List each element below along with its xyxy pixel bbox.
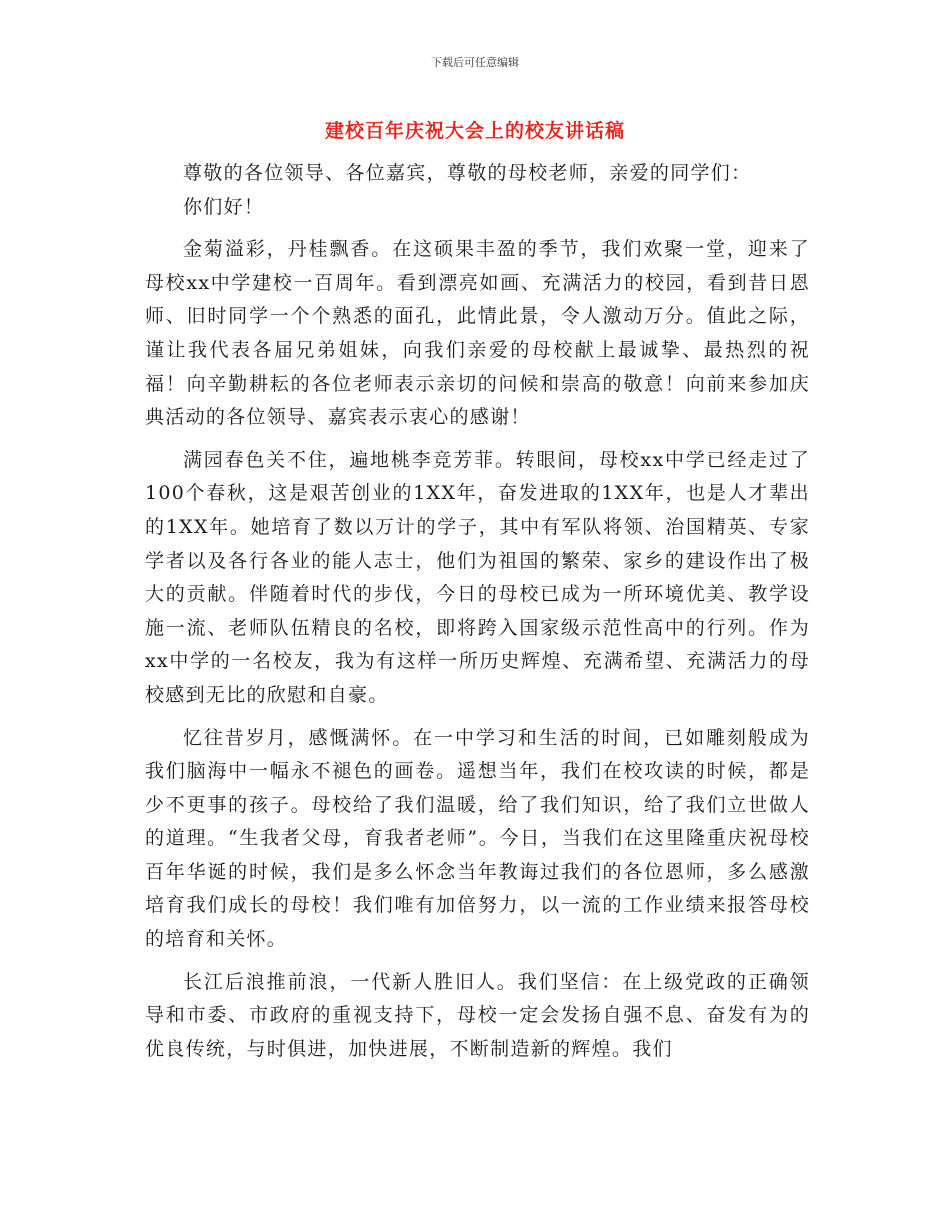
paragraph-4: 长江后浪推前浪，一代新人胜旧人。我们坚信：在上级党政的正确领导和市委、市政府的重视支持下，母校一定会发扬自强不息、奋发有为的优良传统，与时俱进，加快进展，不断制造新的辉煌。我们 [145,970,810,1060]
document-title: 建校百年庆祝大会上的校友讲话稿 [324,120,625,142]
paragraph-3: 忆往昔岁月，感慨满怀。在一中学习和生活的时间，已如雕刻般成为我们脑海中一幅永不褪色的画卷。遥想当年，我们在校攻读的时候，都是少不更事的孩子。母校给了我们温暖，给了我们知识，给了我们立世做人的道理。“生我者父母，育我者老师”。今日，当我们在这里隆重庆祝母校百年华诞的时候，我们是多么怀念当年教诲过我们的各位恩师，多么感激培育我们成长的母校！我们唯有加倍努力，以一流的工作业绩来报答母校的培育和关怀。 [145,726,810,951]
greeting-line: 尊敬的各位领导、各位嘉宾，尊敬的母校老师，亲爱的同学们： [183,162,752,184]
header-note: 下载后可任意编辑 [431,56,519,69]
salutation-line: 你们好！ [183,195,265,218]
paragraph-2: 满园春色关不住，遍地桃李竞芳菲。转眼间，母校xx中学已经走过了100个春秋，这是艰苦创业的1XX年，奋发进取的1XX年，也是人才辈出的1XX年。她培育了数以万计的学子，其中有军队将领、治国精英、专家学者以及各行各业的能人志士，他们为祖国的繁荣、家乡的建设作出了极大的贡献。伴随着时代的步伐，今日的母校已成为一所环境优美、教学设施一流、老师队伍精良的名校，即将跨入国家级示范性高中的行列。作为xx中学的一名校友，我为有这样一所历史辉煌、充满希望、充满活力的母校感到无比的欣慰和自豪。 [145,448,810,706]
document-body [145,157,810,1066]
paragraph-1: 金菊溢彩，丹桂飘香。在这硕果丰盈的季节，我们欢聚一堂，迎来了母校xx中学建校一百周年。看到漂亮如画、充满活力的校园，看到昔日恩师、旧时同学一个个熟悉的面孔，此情此景，令人激动万分。值此之际，谨让我代表各届兄弟姐妹，向我们亲爱的母校献上最诚挚、最热烈的祝福！向辛勤耕耘的各位老师表示亲切的问候和崇高的敬意！向前来参加庆典活动的各位领导、嘉宾表示衷心的感谢！ [145,238,810,429]
